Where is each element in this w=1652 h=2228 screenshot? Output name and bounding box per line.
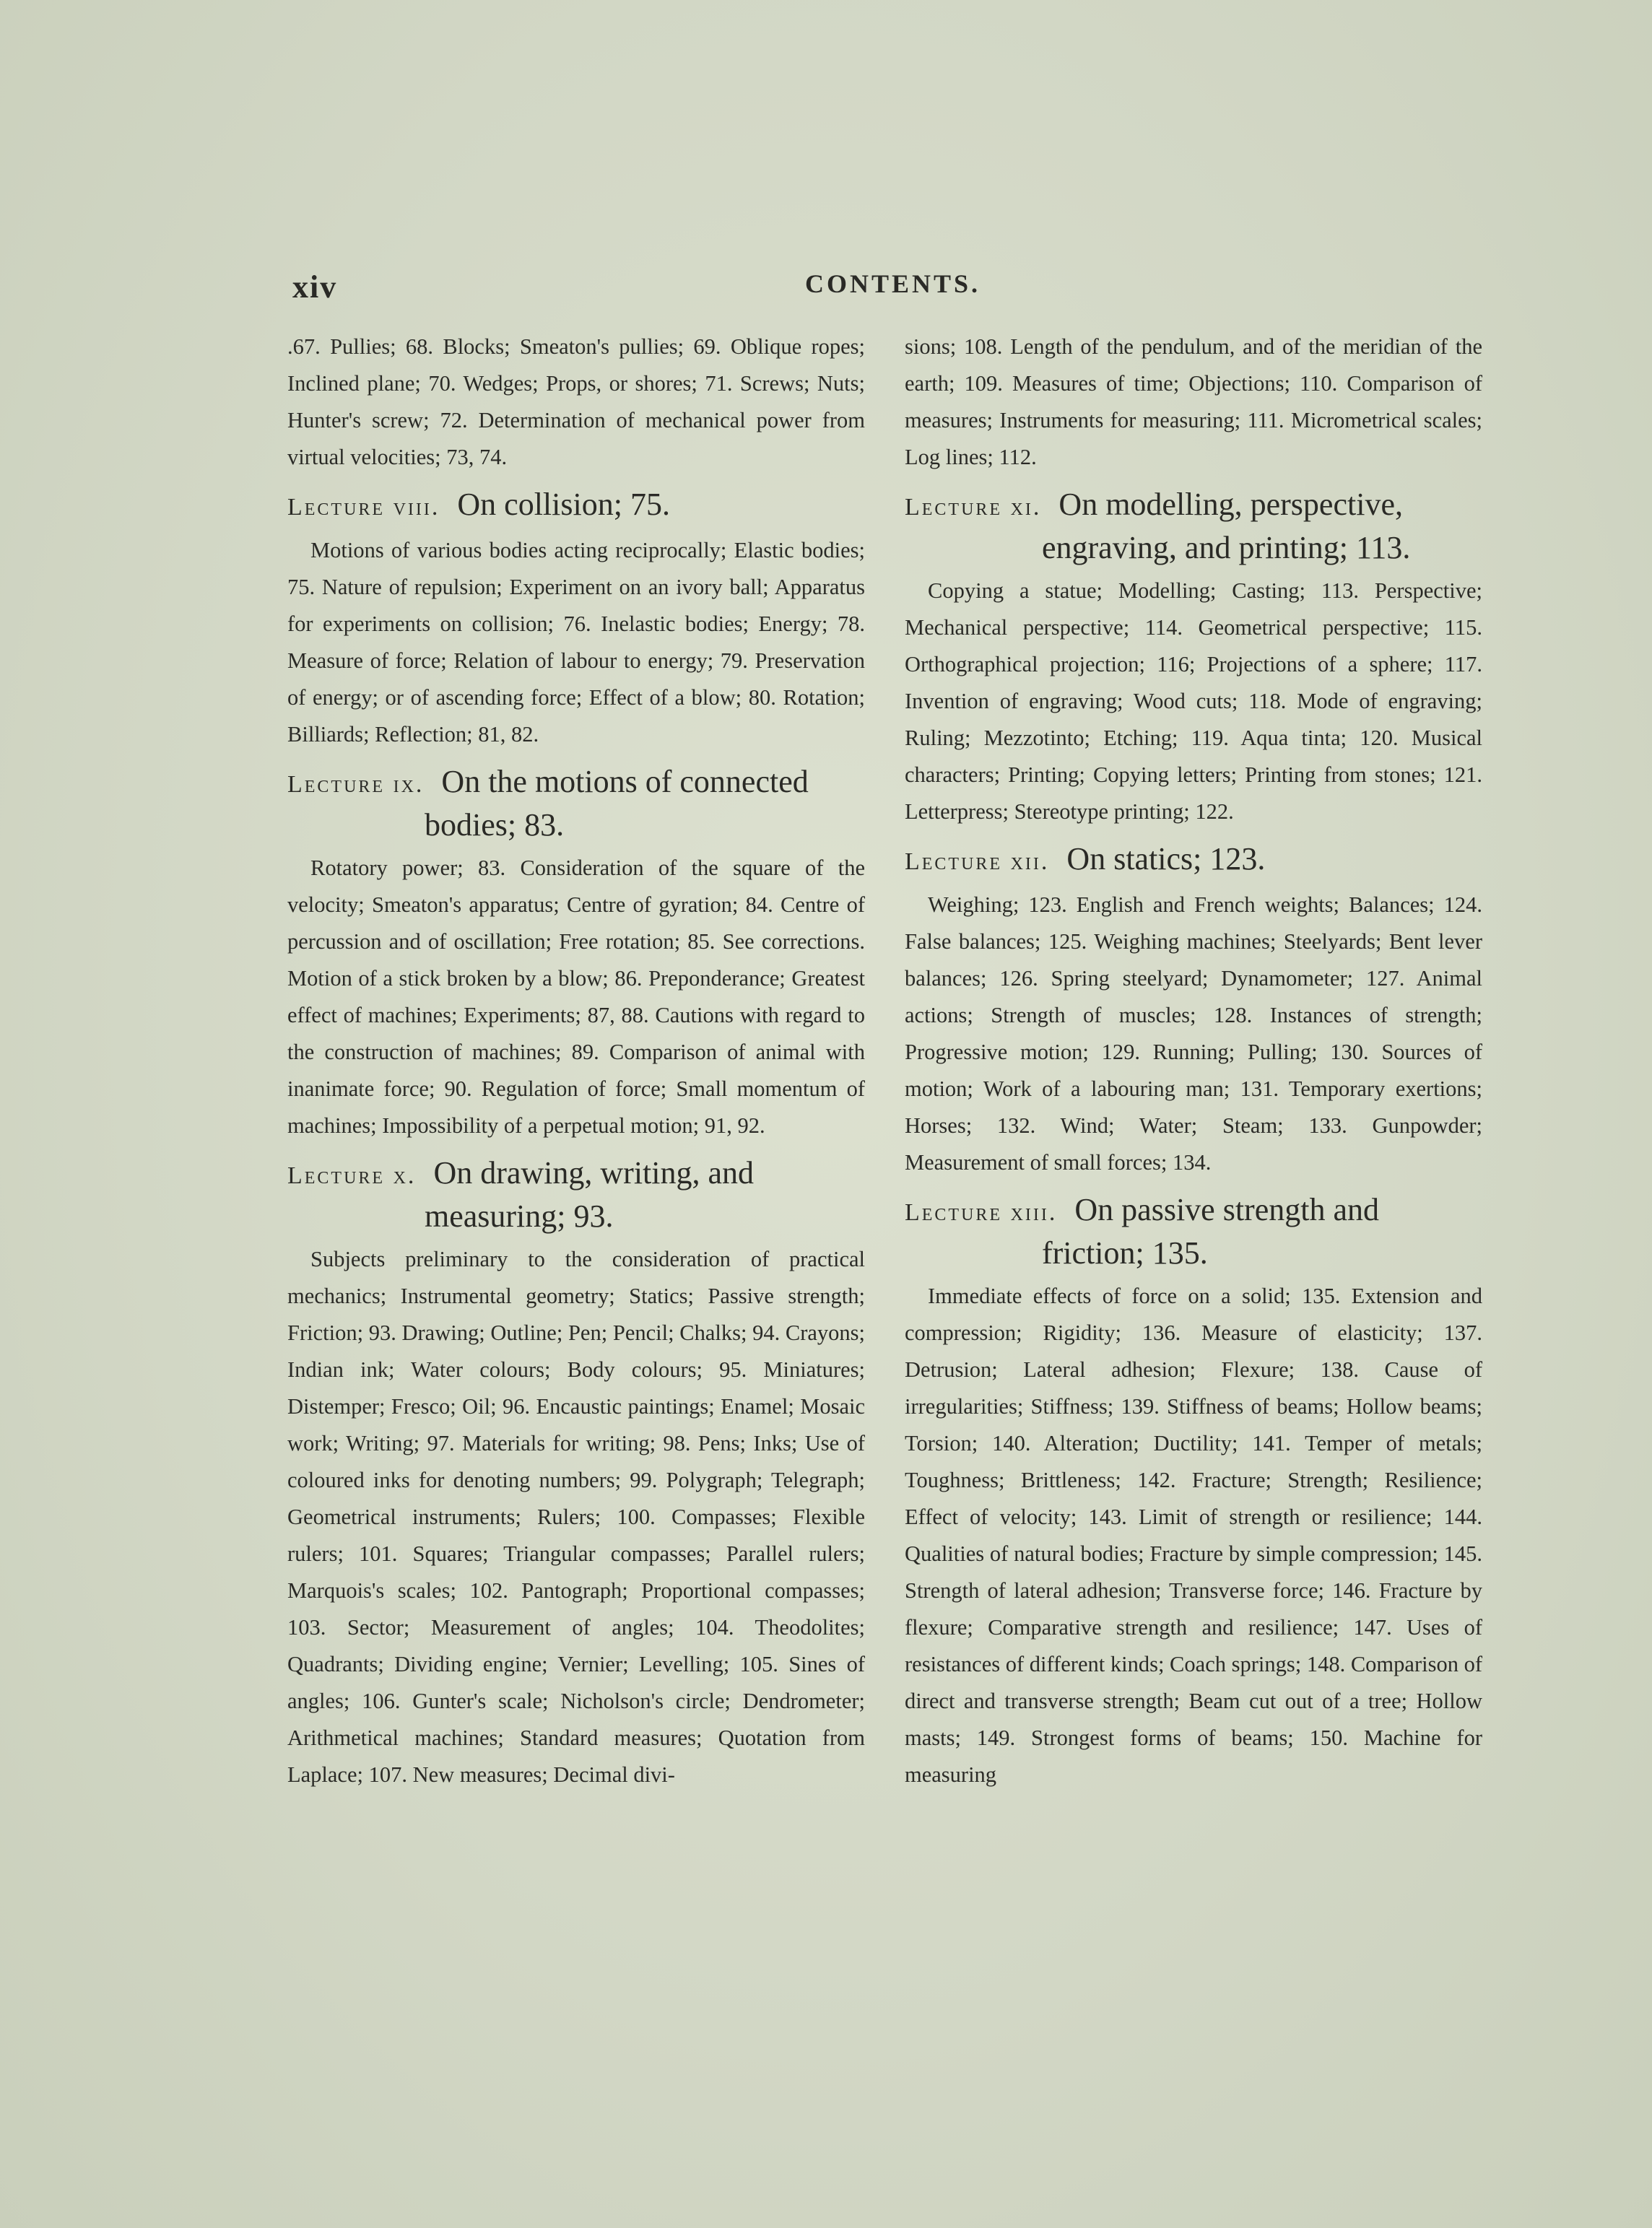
lecture-heading (905, 484, 1482, 568)
contents-paragraph: Weighing; 123. English and French weights; Balances; 124. False balances; 125. Weighing machines; Steelyards; Bent lever balances; 126. Spring steelyard; Dynamometer; 127. Animal actions; Strength of muscles; 128. Instances of strength; Progressive motion; 129. Running; Pulling; 130. Sources of motion; Work of a labouring man; 131. Temporary exertions; Horses; 132. Wind; Water; Steam; 133. Gunpowder; Measurement of small forces; 134. (905, 892, 1482, 1175)
lecture-title: On passive strength and friction; 135. (1042, 1192, 1379, 1271)
lecture-heading (905, 1190, 1482, 1274)
contents-paragraph: Immediate effects of force on a solid; 135. Extension and compression; Rigidity; 136. Measure of elasticity; 137. Detrusion; Lateral adhesion; Flexure; 138. Cause of irregularities; Stiffness; 139. Stiffness of beams; Hollow beams; Torsion; 140. Alteration; Ductility; 141. Temper of metals; Toughness; Brittleness; 142. Fracture; Strength; Resilience; Effect of velocity; 143. Limit of strength or resilience; 144. Qualities of natural bodies; Fracture by simple compression; 145. Strength of lateral adhesion; Transverse force; 146. Fracture by flexure; Comparative strength and resilience; 147. Uses of resistances of different kinds; Coach springs; 148. Comparison of direct and transverse strength; Beam cut out of a tree; Hollow masts; 149. Strongest forms of beams; 150. Machine for measuring (905, 1284, 1482, 1787)
lecture-title: On statics; 123. (1066, 841, 1266, 876)
lecture-heading (287, 762, 865, 845)
contents-paragraph: Subjects preliminary to the consideration of practical mechanics; Instrumental geometry; Statics; Passive strength; Friction; 93. Drawing; Outline; Pen; Pencil; Chalks; 94. Crayons; Indian ink; Water colours; Body colours; 95. Miniatures; Distemper; Fresco; Oil; 96. Encaustic paintings; Enamel; Mosaic work; Writing; 97. Materials for writing; 98. Pens; Inks; Use of coloured inks for denoting numbers; 99. Polygraph; Telegraph; Geometrical instruments; Rulers; 100. Compasses; Flexible rulers; 101. Squares; Triangular compasses; Parallel rulers; Marquois's scales; 102. Pantograph; Proportional compasses; 103. Sector; Measurement of angles; 104. Theodolites; Quadrants; Dividing engine; Vernier; Levelling; 105. Sines of angles; 106. Gunter's scale; Nicholson's circle; Dendrometer; Arithmetical machines; Standard measures; Quotation from Laplace; 107. New measures; Decimal divi- (287, 1247, 865, 1787)
lecture-label: Lecture xiii. (905, 1199, 1058, 1226)
lecture-title: On drawing, writing, and measuring; 93. (425, 1155, 755, 1234)
lecture-heading (287, 484, 865, 528)
contents-paragraph: Copying a statue; Modelling; Casting; 113. Perspective; Mechanical perspective; 114. Geometrical perspective; 115. Orthographical projection; 116; Projections of a sphere; 117. Invention of engraving; Wood cuts; 118. Mode of engraving; Ruling; Mezzotinto; Etching; 119. Aqua tinta; 120. Musical characters; Printing; Copying letters; Printing from stones; 121. Letterpress; Stereotype printing; 122. (905, 578, 1482, 824)
contents-paragraph: .67. Pullies; 68. Blocks; Smeaton's pullies; 69. Oblique ropes; Inclined plane; 70. Wedges; Props, or shores; 71. Screws; Nuts; Hunter's screw; 72. Determination of mechanical power from virtual velocities; 73, 74. (287, 334, 865, 469)
lecture-title: On modelling, perspective, engraving, and printing; 113. (1042, 487, 1411, 565)
left-column (287, 328, 865, 1793)
page-header (285, 269, 1480, 312)
lecture-title: On the motions of connected bodies; 83. (425, 764, 809, 843)
running-title: CONTENTS. (805, 269, 981, 298)
lecture-heading (287, 1153, 865, 1237)
lecture-title: On collision; 75. (457, 487, 670, 522)
lecture-label: Lecture viii. (287, 494, 440, 521)
lecture-label: Lecture x. (287, 1162, 417, 1189)
lecture-label: Lecture xii. (905, 848, 1050, 875)
contents-paragraph: sions; 108. Length of the pendulum, and of the meridian of the earth; 109. Measures of time; Objections; 110. Comparison of measures; Instruments for measuring; 111. Micrometrical scales; Log lines; 112. (905, 334, 1482, 469)
lecture-label: Lecture xi. (905, 494, 1042, 521)
contents-paragraph: Rotatory power; 83. Consideration of the square of the velocity; Smeaton's apparatus; Centre of gyration; 84. Centre of percussion and of oscillation; Free rotation; 85. See corrections. Motion of a stick broken by a blow; 86. Preponderance; Greatest effect of machines; Experiments; 87, 88. Cautions with regard to the construction of machines; 89. Comparison of animal with inanimate force; 90. Regulation of force; Small momentum of machines; Impossibility of a perpetual motion; 91, 92. (287, 856, 865, 1138)
page-number: xiv (292, 269, 338, 305)
lecture-label: Lecture ix. (287, 771, 425, 798)
right-column (905, 328, 1482, 1793)
contents-paragraph: Motions of various bodies acting reciprocally; Elastic bodies; 75. Nature of repulsion; Experiment on an ivory ball; Apparatus for experiments on collision; 76. Inelastic bodies; Energy; 78. Measure of force; Relation of labour to energy; 79. Preservation of energy; or of ascending force; Effect of a blow; 80. Rotation; Billiards; Reflection; 81, 82. (287, 538, 865, 747)
lecture-heading (905, 839, 1482, 882)
